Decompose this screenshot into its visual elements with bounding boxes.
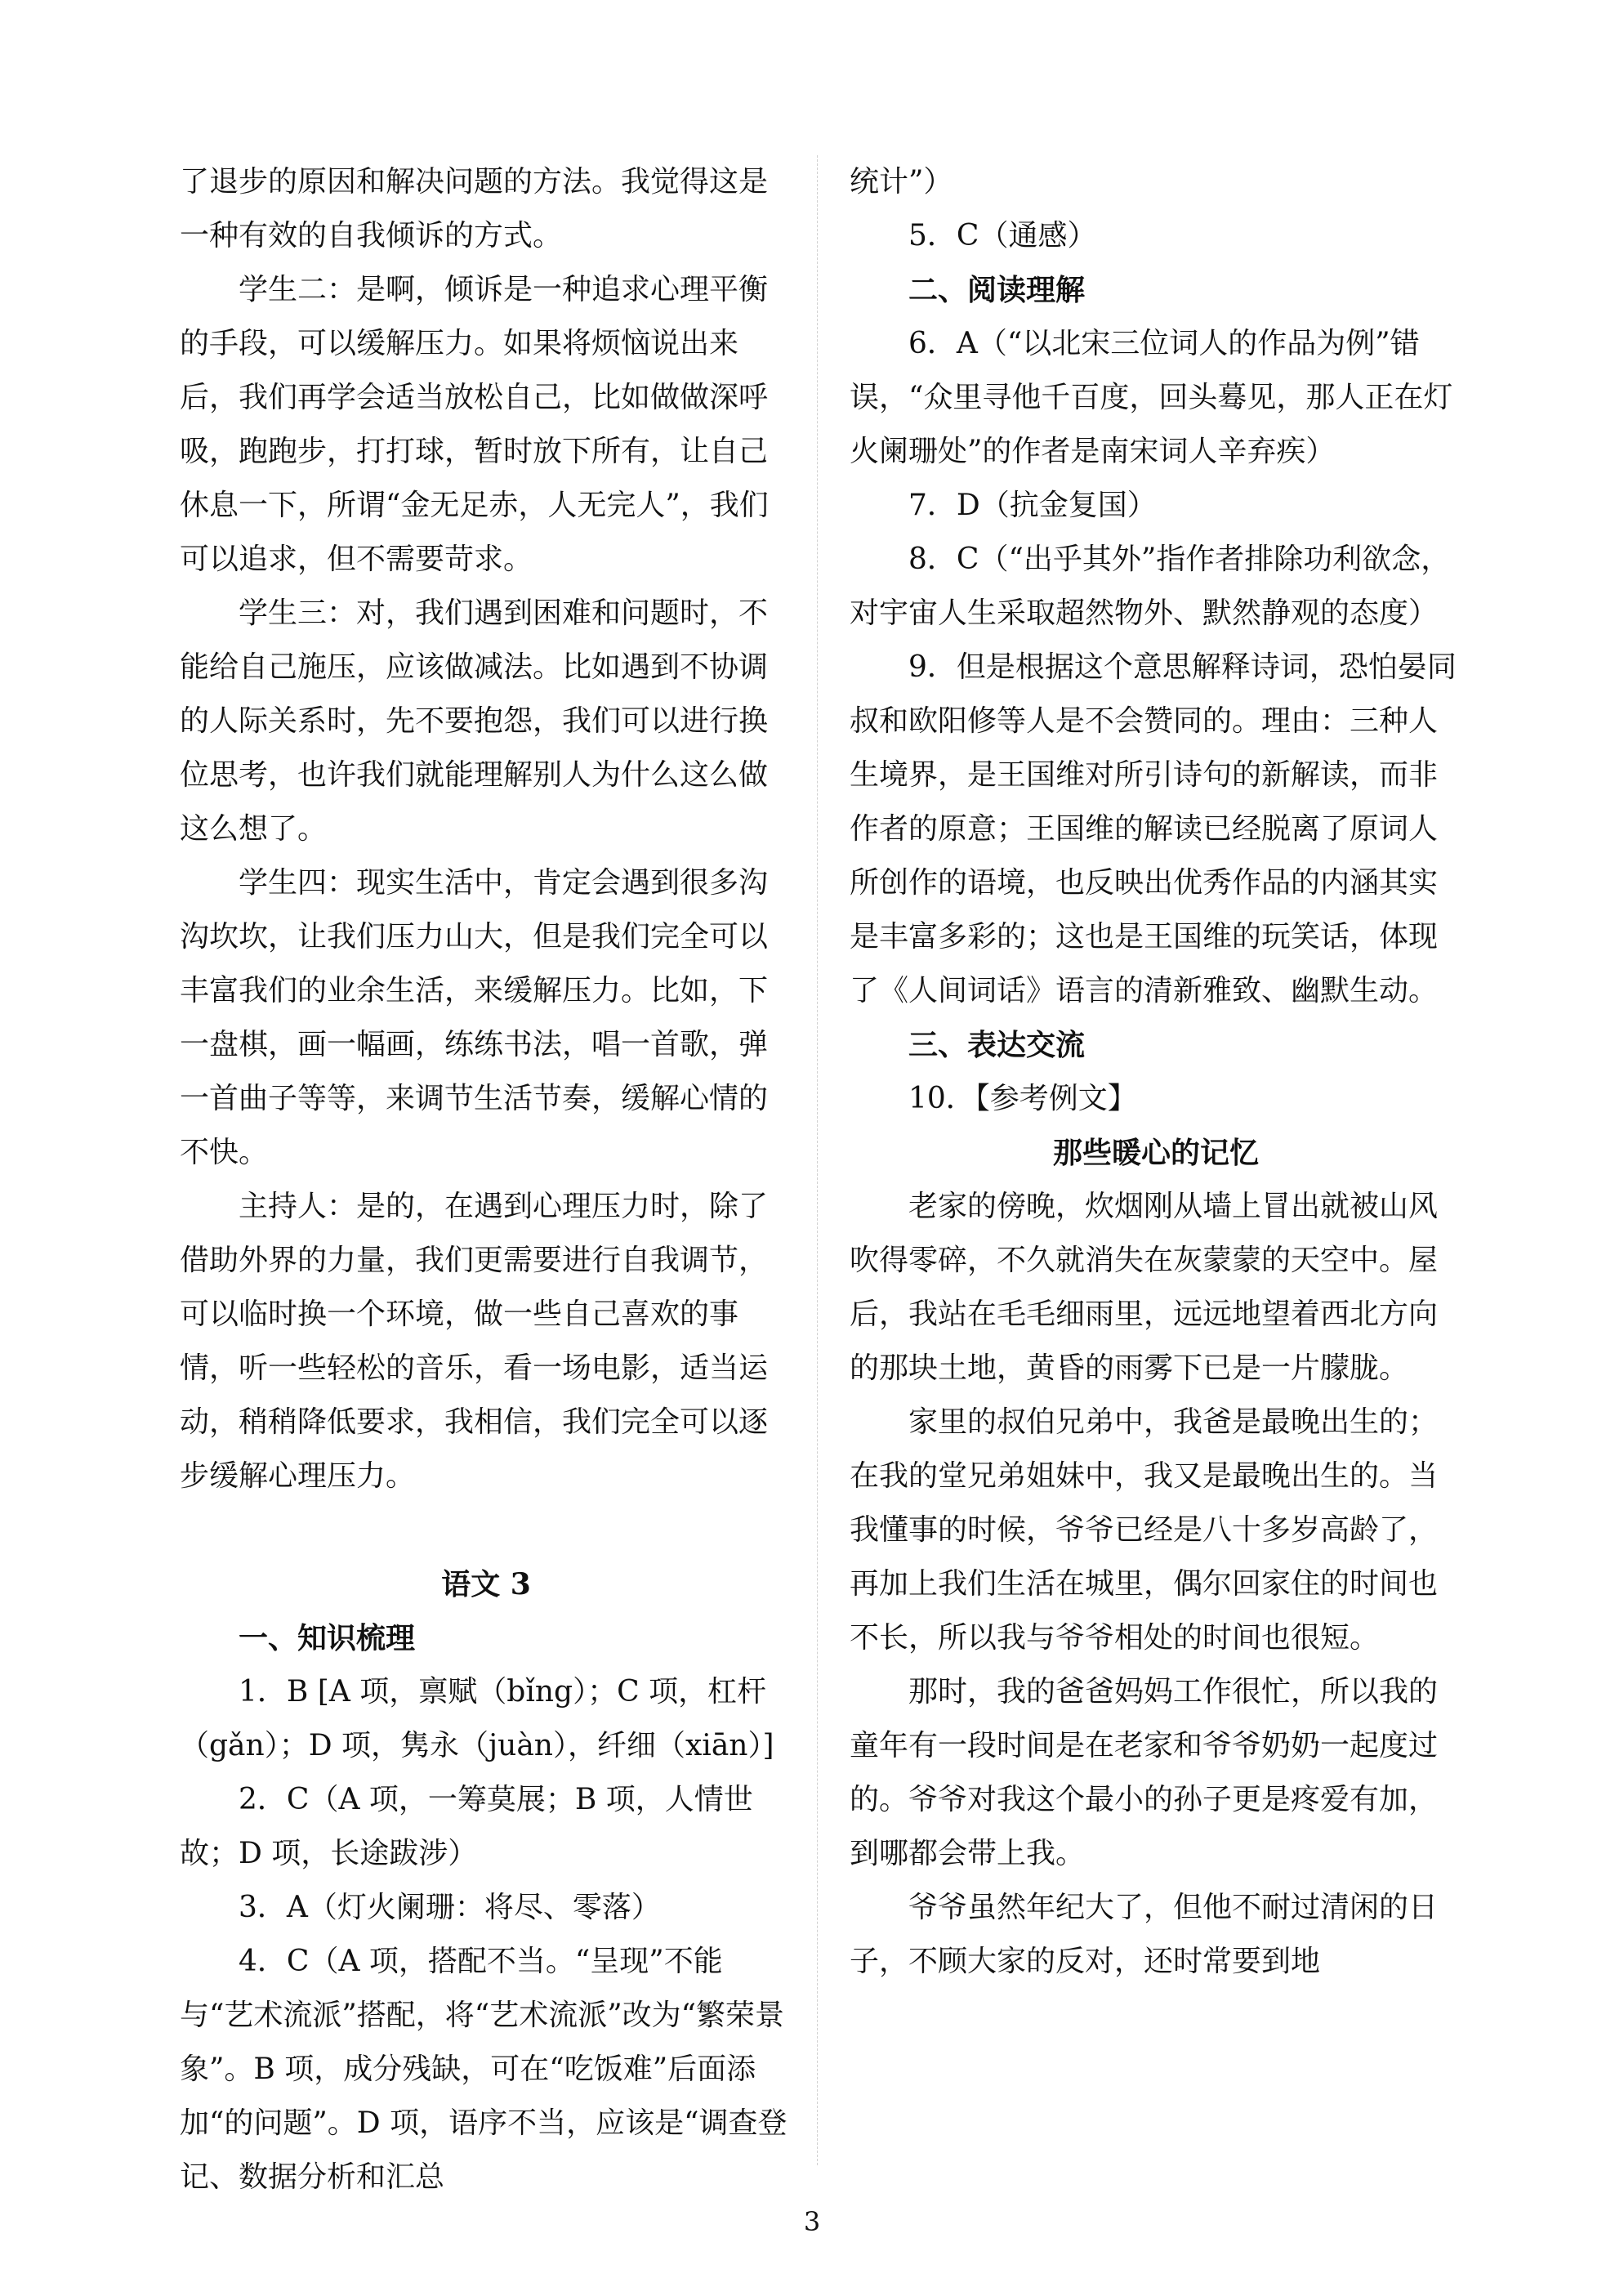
answer-item: 8．C（“出乎其外”指作者排除功利欲念，对宇宙人生采取超然物外、默然静观的态度） (850, 543, 1451, 630)
answer-item: 2．C（A 项，一筹莫展；B 项，人情世故；D 项，长途跋涉） (180, 1783, 753, 1870)
essay-paragraph: 那时，我的爸爸妈妈工作很忙，所以我的童年有一段时间是在老家和爷爷奶奶一起度过的。爷爷对我这个最小的孙子更是疼爱有加，到哪都会带上我。 (850, 1675, 1439, 1870)
answer-item: 10．【参考例文】 (908, 1082, 1137, 1115)
subsection-heading: 三、表达交流 (908, 1028, 1086, 1062)
paragraph: 学生四：现实生活中，肯定会遇到很多沟沟坎坎，让我们压力山大，但是我们完全可以丰富我们的业余生活，来缓解压力。比如，下一盘棋，画一幅画，练练书法，唱一首歌，弹一首曲子等等，来调节生活节奏，缓解心情的不快。 (180, 866, 769, 1169)
essay-title: 那些暖心的记忆 (1052, 1136, 1259, 1170)
subsection-heading: 一、知识梳理 (239, 1621, 416, 1655)
answer-item: 6．A（“以北宋三位词人的作品为例”错误，“众里寻他千百度，回头蓦见，那人正在灯火阑珊处”的作者是南宋词人辛弃疾） (850, 327, 1453, 468)
paragraph: 学生三：对，我们遇到困难和问题时，不能给自己施压，应该做减法。比如遇到不协调的人际关系时，先不要抱怨，我们可以进行换位思考，也许我们就能理解别人为什么这么做这么想了。 (180, 596, 769, 846)
section-heading: 语文 3 (441, 1567, 531, 1601)
paragraph: 主持人：是的，在遇到心理压力时，除了借助外界的力量，我们更需要进行自我调节，可以临时换一个环境，做一些自己喜欢的事情，听一些轻松的音乐，看一场电影，适当运动，稍稍降低要求，我相信，我们完全可以逐步缓解心理压力。 (180, 1190, 769, 1493)
right-column (850, 155, 1462, 1989)
essay-paragraph: 老家的傍晚，炊烟刚从墙上冒出就被山风吹得零碎，不久就消失在灰蒙蒙的天空中。屋后，我站在毛毛细雨里，远远地望着西北方向的那块土地，黄昏的雨雾下已是一片朦胧。 (850, 1190, 1439, 1385)
paragraph: 学生二：是啊，倾诉是一种追求心理平衡的手段，可以缓解压力。如果将烦恼说出来后，我们再学会适当放松自己，比如做做深呼吸，跑跑步，打打球，暂时放下所有，让自己休息一下，所谓“金无足赤，人无完人”，我们可以追求，但不需要苛求。 (180, 273, 769, 576)
page-number: 3 (803, 2206, 821, 2237)
left-column (180, 155, 792, 2204)
essay-paragraph: 爷爷虽然年纪大了，但他不耐过清闲的日子，不顾大家的反对，还时常要到地 (850, 1891, 1439, 1978)
paragraph: 统计”） (850, 165, 953, 199)
answer-item: 1．B [A 项，禀赋（bǐng）；C 项，杠杆（gǎn）；D 项，隽永（juàn），纤细（xiān）] (180, 1675, 774, 1762)
answer-item: 3．A（灯火阑珊：将尽、零落） (239, 1891, 661, 1924)
answer-item: 7．D（抗金复国） (908, 489, 1157, 522)
paragraph: 了退步的原因和解决问题的方法。我觉得这是一种有效的自我倾诉的方式。 (180, 165, 769, 252)
essay-paragraph: 家里的叔伯兄弟中，我爸是最晚出生的；在我的堂兄弟姐妹中，我又是最晚出生的。当我懂事的时候，爷爷已经是八十多岁高龄了，再加上我们生活在城里，偶尔回家住的时间也不长，所以我与爷爷相处的时间也很短。 (850, 1405, 1439, 1655)
subsection-heading: 二、阅读理解 (908, 273, 1086, 307)
answer-item: 5．C（通感） (908, 219, 1097, 252)
column-divider (817, 155, 818, 2165)
answer-item: 4．C（A 项，搭配不当。“呈现”不能与“艺术流派”搭配，将“艺术流派”改为“繁荣景象”。B 项，成分残缺，可在“吃饭难”后面添加“的问题”。D 项，语序不当，应该是“调查登记、数据分析和汇总 (180, 1945, 787, 2194)
answer-item: 9．但是根据这个意思解释诗词，恐怕晏同叔和欧阳修等人是不会赞同的。理由：三种人生境界，是王国维对所引诗句的新解读，而非作者的原意；王国维的解读已经脱离了原词人所创作的语境，也反映出优秀作品的内涵其实是丰富多彩的；这也是王国维的玩笑话，体现了《人间词话》语言的清新雅致、幽默生动。 (850, 650, 1457, 1007)
